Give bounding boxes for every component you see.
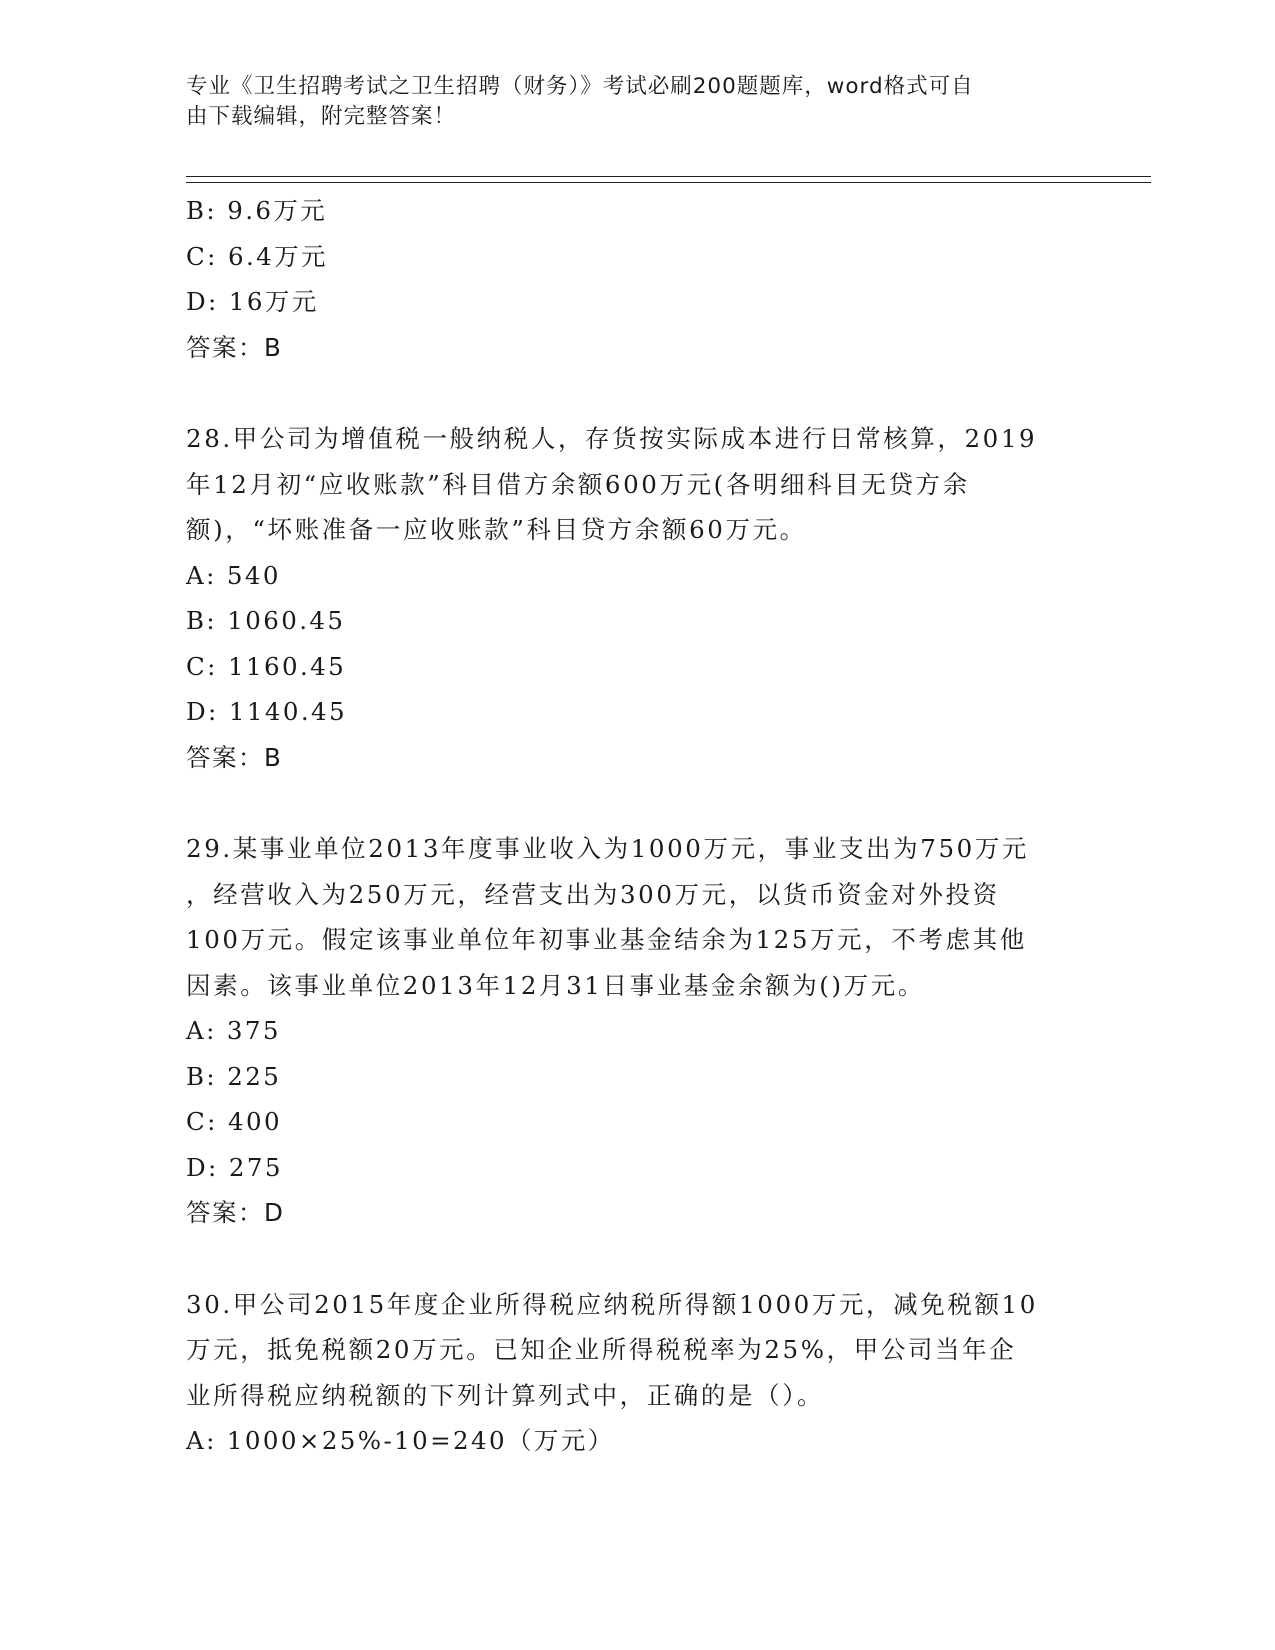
stem-line: 28.甲公司为增值税一般纳税人，存货按实际成本进行日常核算，2019	[186, 424, 1038, 453]
option-a: A: 1000×25%-10=240（万元）	[186, 1426, 615, 1455]
option-b: B: 1060.45	[186, 606, 346, 635]
stem-line: 30.甲公司2015年度企业所得税应纳税所得额1000万元，减免税额10	[186, 1289, 1038, 1319]
option-b: B: 225	[186, 1061, 282, 1091]
question-block	[186, 1282, 1086, 1464]
question-block	[186, 188, 1086, 370]
question-block	[186, 826, 1086, 1236]
question-stem	[186, 826, 1086, 1008]
question-stem	[186, 416, 1086, 553]
option-c: C: 6.4万元	[186, 241, 328, 271]
spacer	[186, 780, 1086, 826]
question-block	[186, 416, 1086, 780]
answer-text: 答案：B	[186, 742, 283, 772]
header-divider-top	[186, 176, 1151, 177]
option-a: A: 540	[186, 560, 281, 590]
header-line-1: 专业《卫生招聘考试之卫生招聘（财务）》考试必刷200题题库，word格式可自	[186, 74, 974, 99]
option-a: A: 375	[186, 1016, 281, 1045]
answer-text: 答案：D	[186, 1198, 285, 1227]
stem-line: 年12月初“应收账款”科目借方余额600万元(各明细科目无贷方余	[186, 469, 970, 499]
option-c: C: 1160.45	[186, 651, 347, 681]
spacer	[186, 1236, 1086, 1282]
stem-line: 万元，抵免税额20万元。已知企业所得税税率为25%，甲公司当年企	[186, 1335, 1017, 1364]
stem-line: 100万元。假定该事业单位年初事业基金结余为125万元，不考虑其他	[186, 925, 1027, 954]
stem-line: 29.某事业单位2013年度事业收入为1000万元，事业支出为750万元	[186, 834, 1030, 863]
header-divider-bottom	[186, 182, 1151, 183]
answer-text: 答案：B	[186, 332, 283, 362]
option-c: C: 400	[186, 1107, 282, 1136]
question-stem	[186, 1282, 1086, 1419]
header-line-2: 由下载编辑，附完整答案！	[186, 104, 457, 129]
option-d: D: 275	[186, 1152, 283, 1182]
question-list	[186, 188, 1086, 1464]
stem-line: 额)，“坏账准备一应收账款”科目贷方余额60万元。	[186, 515, 807, 544]
option-d: D: 1140.45	[186, 697, 347, 726]
stem-line: 业所得税应纳税额的下列计算列式中，正确的是（）。	[186, 1380, 825, 1410]
option-d: D: 16万元	[186, 287, 319, 316]
document-header	[186, 72, 1066, 132]
stem-line: ，经营收入为250万元，经营支出为300万元，以货币资金对外投资	[186, 879, 1000, 909]
option-b: B: 9.6万元	[186, 196, 328, 225]
spacer	[186, 370, 1086, 416]
stem-line: 因素。该事业单位2013年12月31日事业基金余额为()万元。	[186, 970, 925, 1000]
